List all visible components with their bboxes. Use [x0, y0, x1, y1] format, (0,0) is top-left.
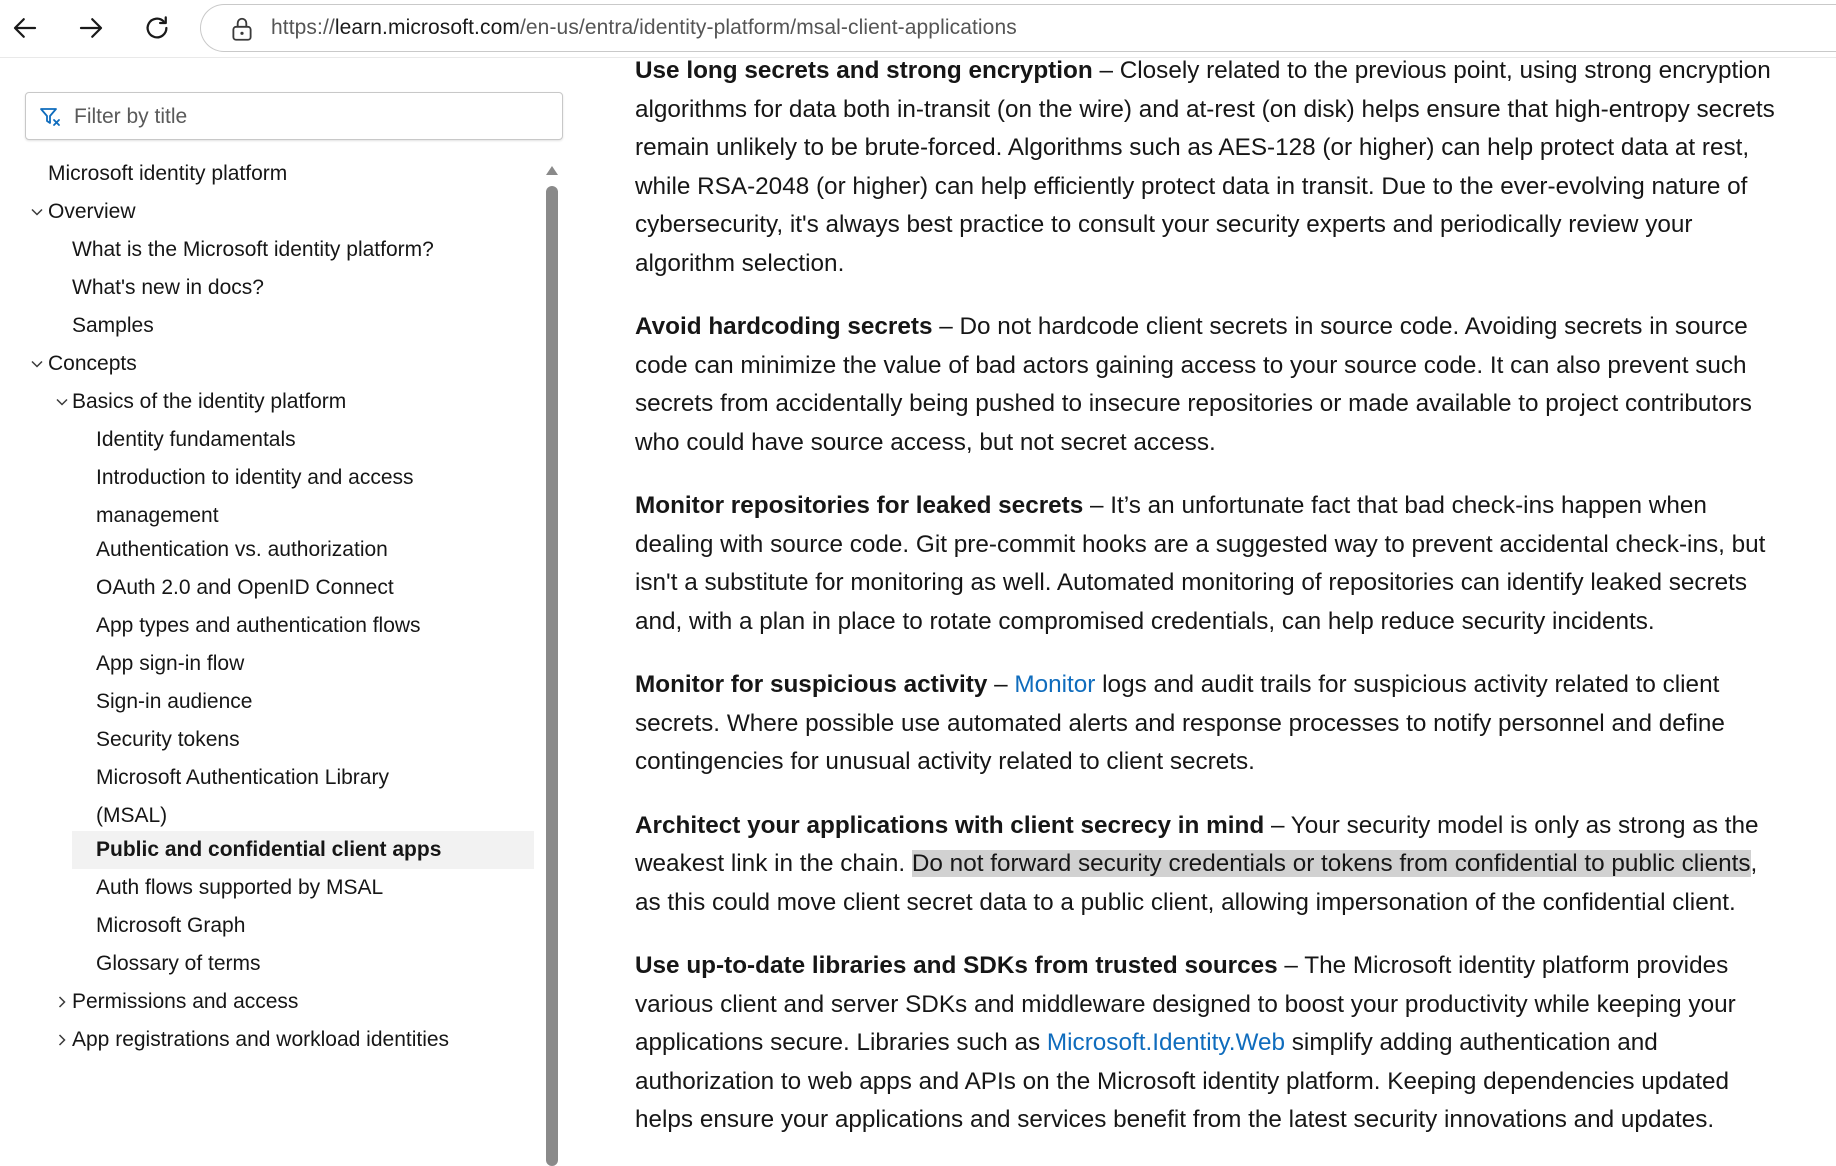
chevron-down-icon[interactable] [55, 395, 69, 409]
paragraph-dash: – [987, 671, 1015, 698]
toc-item-label: Glossary of terms [96, 952, 261, 975]
paragraph-long-secrets [635, 52, 1785, 283]
browser-toolbar [0, 0, 1836, 58]
toc-item-label: Sign-in audience [96, 690, 253, 713]
toc-item[interactable] [72, 831, 534, 869]
paragraph-heading: Use long secrets and strong encryption [635, 57, 1093, 84]
lock-icon[interactable] [229, 15, 255, 43]
url-path: /en-us/entra/identity-platform/msal-client-applications [519, 16, 1017, 39]
toc-item[interactable] [0, 421, 540, 459]
back-button[interactable] [2, 6, 48, 50]
refresh-icon [142, 13, 172, 43]
chevron-right-icon[interactable] [55, 1033, 69, 1047]
toc-item[interactable] [0, 1021, 540, 1059]
chevron-down-icon[interactable] [30, 205, 44, 219]
chevron-down-icon[interactable] [30, 357, 44, 371]
paragraph-heading: Monitor for suspicious activity [635, 671, 988, 698]
address-bar[interactable] [200, 4, 1836, 52]
toc-item[interactable] [0, 155, 540, 193]
paragraph-text: – Do not hardcode client secrets in source code. Avoiding secrets in source code can minimize the value of bad actors gaining access to your source code. It can also prevent such secrets from accidentally being pushed to insecure repositories or made available to project contributors who could have source access, but not secret access. [635, 313, 1752, 456]
toc-item[interactable] [0, 345, 540, 383]
toc-item[interactable] [0, 531, 540, 569]
toc-item-label: Concepts [48, 352, 137, 375]
paragraph-text: logs and audit trails for suspicious activity related to client secrets. Where possible use automated alerts and response processes to notify personnel and define contingencies for unusual activity related to client secrets. [635, 671, 1725, 775]
toc-item[interactable] [0, 269, 540, 307]
paragraph-text: – It’s an unfortunate fact that bad check-ins happen when dealing with source code. Git pre-commit hooks are a suggested way to prevent accidental check-ins, but isn't a substitute for monitoring as well. Automated monitoring of repositories can identify leaked secrets and, with a plan in place to rotate compromised credentials, can help reduce security incidents. [635, 492, 1766, 635]
highlighted-text: Do not forward security credentials or tokens from confidential to public clients [911, 850, 1751, 877]
paragraph-text: – Closely related to the previous point, using strong encryption algorithms for data both in-transit (on the wire) and at-rest (on disk) helps ensure that high-entropy secrets remain unlikely to be brute-forced. Algorithms such as AES-128 (or higher) can help protect data at rest, while RSA-2048 (or higher) can help efficiently protect data in transit. Due to the ever-evolving nature of cybersecurity, it's always best practice to consult your security experts and periodically review your algorithm selection. [635, 57, 1775, 277]
toc-item[interactable] [0, 645, 540, 683]
paragraph-up-to-date-libraries [635, 947, 1785, 1140]
paragraph-client-secrecy [635, 807, 1785, 923]
paragraph-text: simplify adding authentication and authorization to web apps and APIs on the Microsoft identity platform. Keeping dependencies updated helps ensure your applications and services benefit from the latest security innovations and updates. [635, 1029, 1730, 1133]
toc-item-label: Security tokens [96, 728, 240, 751]
toc-item[interactable] [0, 945, 540, 983]
toc-item[interactable] [0, 193, 540, 231]
arrow-right-icon [76, 13, 106, 43]
scroll-up-arrow-icon[interactable] [545, 163, 559, 177]
toc-item[interactable] [0, 231, 540, 269]
paragraph-avoid-hardcoding [635, 308, 1785, 462]
toc-item[interactable] [0, 607, 540, 645]
toc-item[interactable] [0, 383, 540, 421]
toc-item-label: Basics of the identity platform [72, 390, 347, 413]
toc-item[interactable] [0, 983, 540, 1021]
toc-item-label: App types and authentication flows [96, 614, 421, 637]
toc-item-label: App sign-in flow [96, 652, 245, 675]
toc-item-label: Microsoft Authentication Library (MSAL) [96, 766, 389, 827]
url-prefix: https:// [271, 16, 335, 39]
toc-item-label: Authentication vs. authorization [96, 538, 388, 561]
paragraph-heading: Use up-to-date libraries and SDKs from trusted sources [635, 952, 1278, 979]
filter-box[interactable] [25, 92, 563, 140]
filter-input[interactable] [72, 101, 546, 133]
toc-item-label: Identity fundamentals [96, 428, 296, 451]
toc-item-label: App registrations and workload identities [72, 1028, 450, 1051]
table-of-contents [0, 155, 545, 1164]
paragraph-text: – Your security model is only as strong as the weakest link in the chain. [635, 811, 1759, 877]
toc-item[interactable] [0, 721, 540, 759]
forward-button[interactable] [68, 6, 114, 50]
paragraph-text: , as this could move client secret data to a public client, allowing impersonation of the confidential client. [635, 850, 1758, 916]
toc-item-label: Microsoft Graph [96, 914, 246, 937]
paragraph-text: – The Microsoft identity platform provides various client and server SDKs and middleware designed to boost your productivity while keeping your applications secure. Libraries such as [635, 952, 1736, 1056]
toc-item-label: Microsoft identity platform [48, 162, 288, 185]
paragraph-heading: Avoid hardcoding secrets [635, 313, 933, 340]
toc-item[interactable] [0, 683, 540, 721]
url-host: learn.microsoft.com [334, 16, 520, 39]
toc-item-label: Auth flows supported by MSAL [96, 876, 384, 899]
paragraph-monitor-activity [635, 666, 1785, 782]
paragraph-monitor-repositories [635, 487, 1785, 641]
chevron-right-icon[interactable] [55, 995, 69, 1009]
paragraph-heading: Monitor repositories for leaked secrets [635, 492, 1084, 519]
filter-icon [38, 105, 62, 129]
toc-item-label: What's new in docs? [72, 276, 264, 299]
toc-item[interactable] [0, 307, 540, 345]
paragraph-heading: Architect your applications with client secrecy in mind [635, 811, 1265, 839]
toc-item-label: Samples [72, 314, 154, 337]
toc-item[interactable] [0, 907, 540, 945]
toc-item-label: Introduction to identity and access management [96, 466, 414, 527]
arrow-left-icon [10, 13, 40, 43]
url-text[interactable] [271, 16, 1017, 40]
toc-scrollbar-thumb[interactable] [546, 186, 558, 1166]
refresh-button[interactable] [134, 6, 180, 50]
article-body [635, 52, 1785, 1165]
toc-item[interactable] [0, 759, 540, 831]
microsoft-identity-web-link[interactable]: Microsoft.Identity.Web [1046, 1029, 1286, 1056]
monitor-link[interactable]: Monitor [1014, 671, 1096, 698]
toc-item[interactable] [0, 459, 540, 531]
toc-item-label: What is the Microsoft identity platform? [72, 238, 434, 261]
toc-item-label: Public and confidential client apps [96, 838, 442, 861]
toc-item-label: Overview [48, 200, 136, 223]
toc-item[interactable] [0, 869, 540, 907]
toc-item-label: OAuth 2.0 and OpenID Connect [96, 576, 394, 599]
toc-item[interactable] [0, 569, 540, 607]
toc-item-label: Permissions and access [72, 990, 299, 1013]
